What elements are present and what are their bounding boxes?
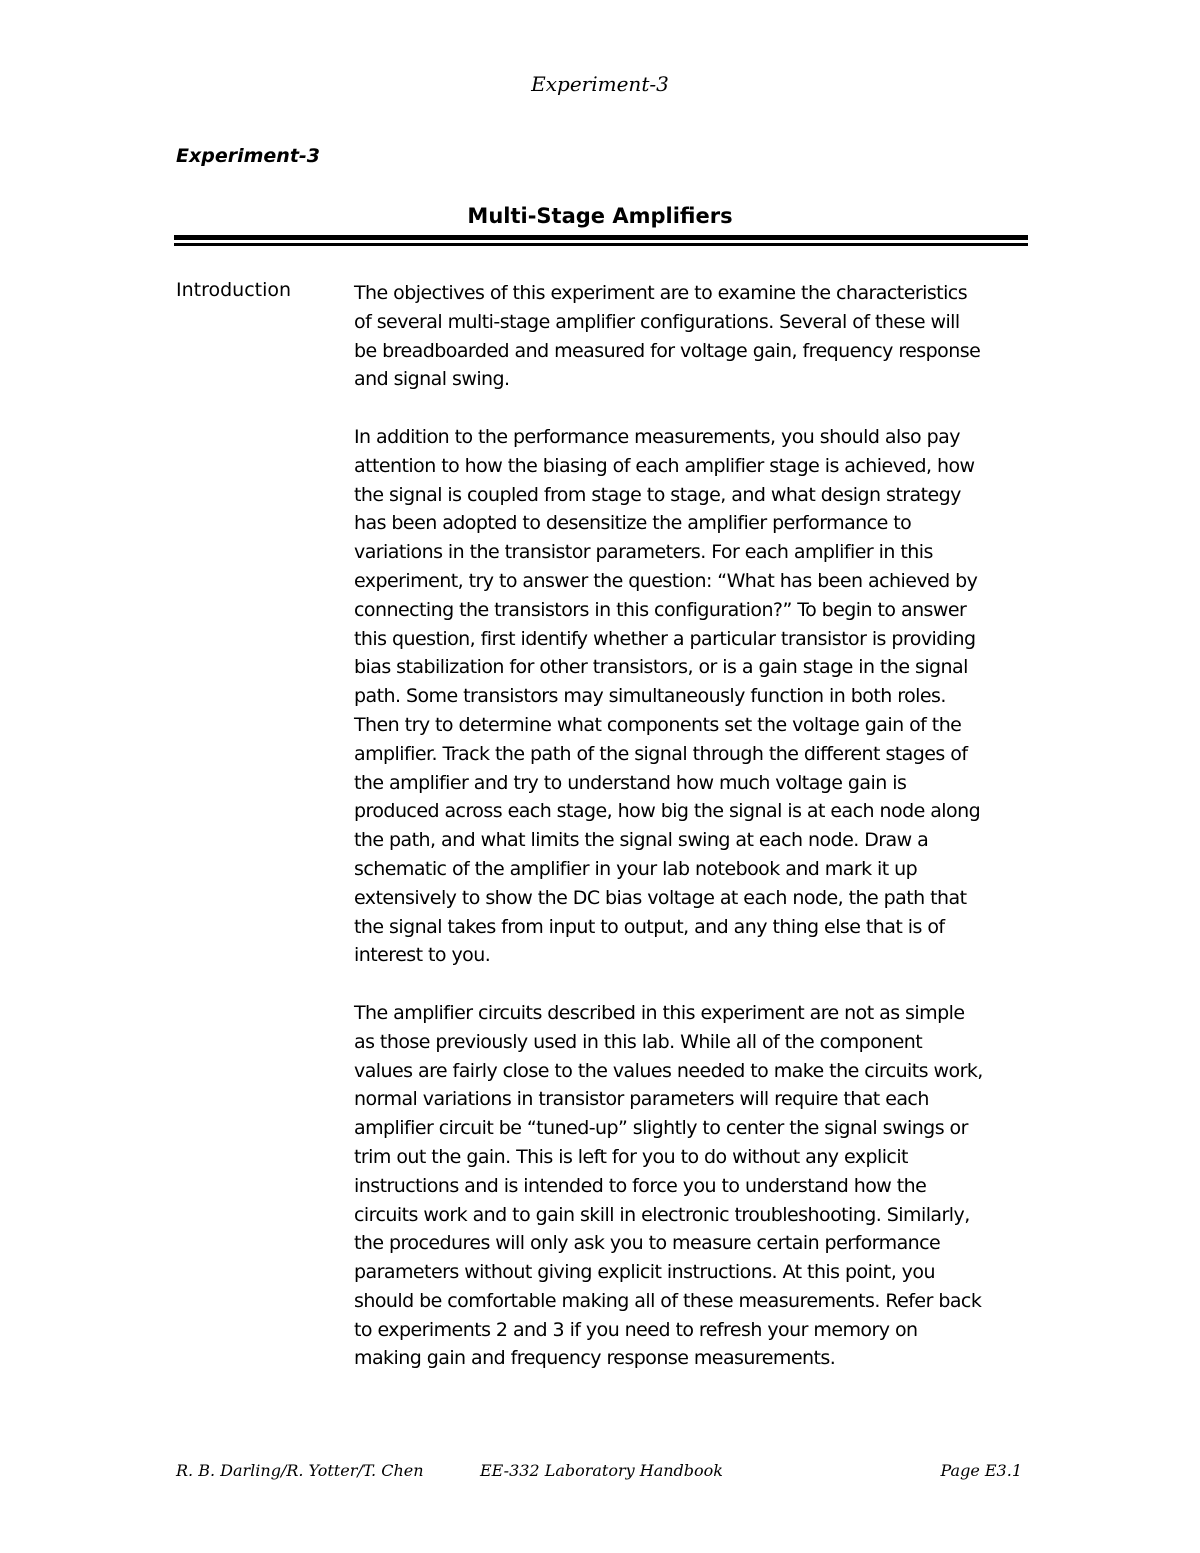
text-line: normal variations in transistor parameters will require that each	[354, 1088, 929, 1111]
text-line: Then try to determine what components set the voltage gain of the	[354, 713, 962, 736]
footer-authors: R. B. Darling/R. Yotter/T. Chen	[176, 1461, 424, 1480]
text-line: has been adopted to desensitize the amplifier performance to	[354, 512, 912, 535]
page-title: Multi-Stage Amplifiers	[467, 204, 733, 228]
section-label: Experiment-3	[176, 145, 321, 167]
text-line: amplifier circuit be “tuned-up” slightly to center the signal swings or	[354, 1117, 968, 1140]
text-line: amplifier. Track the path of the signal through the different stages of	[354, 742, 968, 765]
paragraph-1	[354, 279, 1044, 394]
footer-handbook: EE-332 Laboratory Handbook	[480, 1461, 723, 1480]
introduction-body	[354, 279, 1044, 1402]
text-line: the path, and what limits the signal swing at each node. Draw a	[354, 829, 929, 852]
text-line: The objectives of this experiment are to examine the characteristics	[354, 282, 968, 304]
text-line: instructions and is intended to force you to understand how the	[354, 1174, 927, 1197]
text-line: of several multi-stage amplifier configurations. Several of these will	[354, 310, 960, 333]
text-line: should be comfortable making all of these measurements. Refer back	[354, 1289, 982, 1312]
text-line: In addition to the performance measurements, you should also pay	[354, 425, 960, 448]
text-line: bias stabilization for other transistors, or is a gain stage in the signal	[354, 656, 968, 679]
title-rule-thick	[174, 235, 1028, 240]
text-line: and signal swing.	[354, 368, 510, 391]
text-line: variations in the transistor parameters. For each amplifier in this	[354, 541, 933, 564]
text-line: experiment, try to answer the question: “What has been achieved by	[354, 569, 978, 592]
text-line: attention to how the biasing of each amplifier stage is achieved, how	[354, 454, 975, 477]
title-rule-thin	[174, 243, 1028, 246]
text-line: the procedures will only ask you to measure certain performance	[354, 1232, 941, 1255]
text-line: to experiments 2 and 3 if you need to refresh your memory on	[354, 1318, 918, 1341]
text-line: be breadboarded and measured for voltage gain, frequency response	[354, 339, 981, 362]
text-line: the signal is coupled from stage to stage, and what design strategy	[354, 483, 961, 506]
text-line: as those previously used in this lab. While all of the component	[354, 1030, 923, 1053]
paragraph-2	[354, 423, 1044, 970]
text-line: trim out the gain. This is left for you to do without any explicit	[354, 1145, 908, 1168]
paragraph-3	[354, 999, 1044, 1373]
text-line: The amplifier circuits described in this experiment are not as simple	[354, 1001, 965, 1024]
text-line: circuits work and to gain skill in electronic troubleshooting. Similarly,	[354, 1203, 970, 1226]
introduction-label: Introduction	[176, 279, 292, 301]
text-line: schematic of the amplifier in your lab notebook and mark it up	[354, 857, 918, 880]
text-line: values are fairly close to the values needed to make the circuits work,	[354, 1059, 983, 1082]
text-line: this question, first identify whether a particular transistor is providing	[354, 627, 976, 650]
text-line: path. Some transistors may simultaneously function in both roles.	[354, 685, 946, 708]
text-line: produced across each stage, how big the signal is at each node along	[354, 800, 981, 823]
running-header: Experiment-3	[531, 72, 669, 96]
footer-page-number: Page E3.1	[940, 1461, 1022, 1480]
text-line: interest to you.	[354, 944, 491, 967]
text-line: extensively to show the DC bias voltage at each node, the path that	[354, 886, 967, 909]
text-line: connecting the transistors in this configuration?” To begin to answer	[354, 598, 967, 621]
text-line: the signal takes from input to output, and any thing else that is of	[354, 915, 945, 938]
text-line: parameters without giving explicit instructions. At this point, you	[354, 1261, 935, 1284]
text-line: the amplifier and try to understand how much voltage gain is	[354, 771, 907, 794]
text-line: making gain and frequency response measurements.	[354, 1347, 836, 1370]
